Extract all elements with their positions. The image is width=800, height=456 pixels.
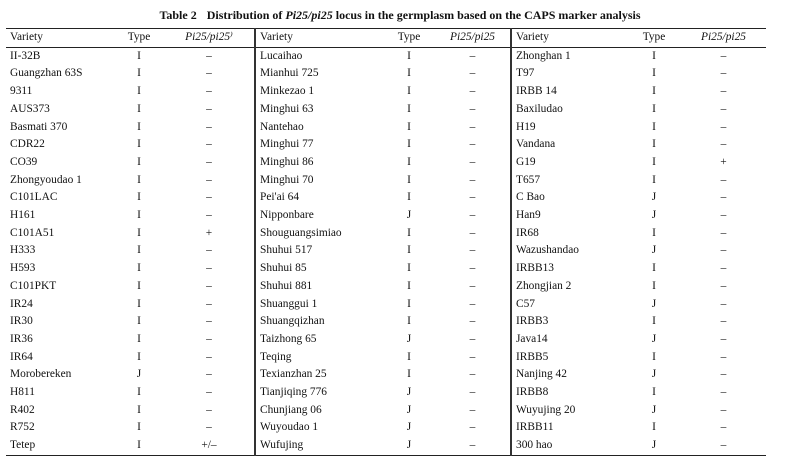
- variety-cell: Basmati 370: [10, 120, 68, 133]
- type-cell: I: [652, 85, 656, 98]
- type-cell: I: [137, 138, 141, 151]
- type-cell: J: [627, 437, 677, 455]
- genotype-cell: –: [720, 332, 727, 345]
- table-row: [6, 260, 766, 278]
- genotype-cell: –: [720, 386, 727, 399]
- table-row: [6, 366, 766, 384]
- type-cell: I: [137, 279, 141, 292]
- type-cell: I: [652, 386, 656, 399]
- type-cell: I: [407, 279, 411, 292]
- genotype-cell: +: [720, 155, 727, 168]
- type-cell: I: [137, 102, 141, 115]
- variety-cell: Vandana: [511, 136, 627, 154]
- genotype-cell: –: [720, 102, 727, 115]
- variety-cell: Wuyujing 20: [511, 402, 627, 420]
- variety-cell: IR68: [511, 225, 627, 243]
- genotype-cell: –: [720, 138, 727, 151]
- genotype-cell: –: [469, 85, 476, 98]
- type-cell: J: [136, 368, 142, 381]
- type-cell: I: [137, 67, 141, 80]
- type-cell: I: [137, 244, 141, 257]
- genotype-cell: –: [720, 173, 727, 186]
- header-variety: Variety: [6, 29, 114, 48]
- genotype-cell: –: [206, 67, 212, 80]
- variety-cell: H593: [10, 262, 36, 275]
- variety-cell: H19: [511, 119, 627, 137]
- variety-cell: Nanjing 42: [511, 366, 627, 384]
- genotype-cell: –: [206, 262, 212, 275]
- type-cell: I: [137, 421, 141, 434]
- genotype-cell: –: [469, 120, 476, 133]
- type-cell: I: [137, 350, 141, 363]
- type-cell: I: [652, 138, 656, 151]
- table-row: [6, 189, 766, 207]
- variety-cell: C101A51: [10, 226, 55, 239]
- type-cell: I: [652, 155, 656, 168]
- variety-cell: Morobereken: [10, 368, 72, 381]
- type-cell: I: [137, 297, 141, 310]
- table-row: [6, 313, 766, 331]
- type-cell: I: [407, 155, 411, 168]
- header-genotype: Pi25/pi25: [677, 29, 766, 48]
- variety-cell: R752: [10, 421, 35, 434]
- variety-cell: Shuhui 881: [255, 278, 383, 296]
- germplasm-table: [6, 28, 766, 456]
- variety-cell: IRBB13: [511, 260, 627, 278]
- type-cell: I: [137, 226, 141, 239]
- genotype-cell: –: [720, 209, 727, 222]
- variety-cell: IRBB11: [511, 419, 627, 437]
- variety-cell: C101PKT: [10, 279, 57, 292]
- table-row: [6, 136, 766, 154]
- type-cell: I: [407, 244, 411, 257]
- variety-cell: Shuangqizhan: [255, 313, 383, 331]
- genotype-cell: –: [206, 350, 212, 363]
- header-type: Type: [627, 29, 677, 48]
- variety-cell: R402: [10, 403, 35, 416]
- table-row: [6, 278, 766, 296]
- variety-cell: Wufujing: [255, 437, 383, 455]
- type-cell: I: [652, 421, 656, 434]
- variety-cell: Han9: [511, 207, 627, 225]
- variety-cell: Mianhui 725: [255, 65, 383, 83]
- genotype-cell: –: [469, 421, 476, 434]
- genotype-cell: –: [469, 297, 476, 310]
- genotype-cell: –: [469, 244, 476, 257]
- variety-cell: IR30: [10, 315, 33, 328]
- variety-cell: Minkezao 1: [255, 83, 383, 101]
- genotype-cell: –: [206, 155, 212, 168]
- variety-cell: IRBB5: [511, 349, 627, 367]
- genotype-cell: –: [206, 403, 212, 416]
- genotype-cell: –: [206, 49, 212, 62]
- genotype-cell: –: [206, 102, 212, 115]
- genotype-cell: –: [469, 49, 476, 62]
- genotype-cell: –: [431, 437, 511, 455]
- genotype-cell: –: [206, 332, 212, 345]
- table-row: [6, 154, 766, 172]
- table-number: Table 2: [159, 8, 197, 22]
- variety-cell: H161: [10, 209, 36, 222]
- genotype-cell: +: [205, 226, 213, 239]
- genotype-cell: –: [720, 120, 727, 133]
- header-variety: Variety: [511, 29, 627, 48]
- variety-cell: Texianzhan 25: [255, 366, 383, 384]
- genotype-cell: –: [720, 244, 727, 257]
- table-row: [6, 207, 766, 225]
- type-cell: J: [651, 297, 657, 310]
- type-cell: J: [406, 332, 412, 345]
- type-cell: I: [652, 102, 656, 115]
- genotype-cell: –: [720, 67, 727, 80]
- type-cell: I: [137, 85, 141, 98]
- type-cell: J: [651, 244, 657, 257]
- genotype-cell: –: [720, 49, 727, 62]
- type-cell: I: [407, 315, 411, 328]
- variety-cell: Taizhong 65: [255, 331, 383, 349]
- type-cell: I: [407, 226, 411, 239]
- variety-cell: H811: [10, 386, 35, 399]
- table-row: [6, 331, 766, 349]
- genotype-cell: –: [469, 332, 476, 345]
- genotype-cell: –: [720, 403, 727, 416]
- type-cell: J: [651, 368, 657, 381]
- type-cell: I: [652, 226, 656, 239]
- type-cell: I: [407, 350, 411, 363]
- table-row: [6, 384, 766, 402]
- type-cell: I: [407, 67, 411, 80]
- variety-cell: AUS373: [10, 102, 50, 115]
- genotype-cell: –: [469, 386, 476, 399]
- table-row: [6, 242, 766, 260]
- variety-cell: Tianjiqing 776: [255, 384, 383, 402]
- genotype-cell: –: [469, 102, 476, 115]
- table-row: [6, 47, 766, 65]
- variety-cell: Shouguangsimiao: [255, 225, 383, 243]
- genotype-cell: –: [469, 262, 476, 275]
- variety-cell: IRBB8: [511, 384, 627, 402]
- genotype-cell: –: [720, 262, 727, 275]
- table-row: [6, 101, 766, 119]
- variety-cell: 9311: [10, 85, 33, 98]
- type-cell: I: [407, 85, 411, 98]
- genotype-cell: –: [720, 350, 727, 363]
- type-cell: I: [652, 67, 656, 80]
- header-type: Type: [114, 29, 160, 48]
- type-cell: I: [407, 49, 411, 62]
- genotype-cell: –: [720, 368, 727, 381]
- variety-cell: C Bao: [511, 189, 627, 207]
- caption-text-after: locus in the germplasm based on the CAPS marker analysis: [332, 8, 641, 22]
- genotype-cell: –: [206, 244, 212, 257]
- variety-cell: Zhongjian 2: [511, 278, 627, 296]
- type-cell: J: [651, 332, 657, 345]
- genotype-cell: –: [206, 138, 212, 151]
- type-cell: I: [137, 386, 141, 399]
- table-row: [6, 83, 766, 101]
- type-cell: I: [137, 262, 141, 275]
- variety-cell: Minghui 77: [255, 136, 383, 154]
- genotype-cell: –: [469, 191, 476, 204]
- genotype-cell: –: [469, 368, 476, 381]
- genotype-cell: –: [720, 85, 727, 98]
- caption-gene: Pi25/pi25: [285, 8, 333, 22]
- variety-cell: H333: [10, 244, 36, 257]
- genotype-cell: –: [206, 173, 212, 186]
- type-cell: I: [137, 155, 141, 168]
- genotype-cell: –: [206, 368, 212, 381]
- variety-cell: Minghui 63: [255, 101, 383, 119]
- type-cell: I: [407, 102, 411, 115]
- variety-cell: IR64: [10, 350, 33, 363]
- genotype-cell: +/–: [160, 437, 255, 455]
- type-cell: I: [652, 49, 656, 62]
- genotype-cell: –: [720, 297, 727, 310]
- type-cell: I: [137, 403, 141, 416]
- variety-cell: IR36: [10, 332, 33, 345]
- variety-cell: Chunjiang 06: [255, 402, 383, 420]
- genotype-cell: –: [469, 173, 476, 186]
- type-cell: I: [652, 120, 656, 133]
- genotype-cell: –: [206, 209, 212, 222]
- variety-cell: IRBB 14: [511, 83, 627, 101]
- variety-cell: Pei'ai 64: [255, 189, 383, 207]
- variety-cell: Wuyoudao 1: [255, 419, 383, 437]
- type-cell: I: [407, 173, 411, 186]
- genotype-cell: –: [469, 155, 476, 168]
- variety-cell: IR24: [10, 297, 33, 310]
- variety-cell: CDR22: [10, 138, 45, 151]
- type-cell: I: [114, 437, 160, 455]
- table-row: [6, 65, 766, 83]
- genotype-cell: –: [206, 297, 212, 310]
- variety-cell: Nantehao: [255, 119, 383, 137]
- genotype-cell: –: [206, 279, 212, 292]
- type-cell: I: [137, 315, 141, 328]
- type-cell: I: [652, 262, 656, 275]
- genotype-cell: –: [677, 437, 766, 455]
- genotype-cell: –: [206, 421, 212, 434]
- type-cell: I: [137, 332, 141, 345]
- table-row: [6, 172, 766, 190]
- genotype-cell: –: [469, 226, 476, 239]
- variety-cell: C101LAC: [10, 191, 58, 204]
- type-cell: I: [137, 49, 141, 62]
- type-cell: I: [652, 350, 656, 363]
- variety-cell: Lucaihao: [255, 47, 383, 65]
- variety-cell: II-32B: [10, 49, 41, 62]
- variety-cell: Minghui 70: [255, 172, 383, 190]
- type-cell: J: [406, 386, 412, 399]
- header-variety: Variety: [255, 29, 383, 48]
- table-row: [6, 402, 766, 420]
- type-cell: I: [407, 138, 411, 151]
- table-row: [6, 119, 766, 137]
- variety-cell: T97: [511, 65, 627, 83]
- genotype-cell: –: [469, 279, 476, 292]
- variety-cell: Wazushandao: [511, 242, 627, 260]
- type-cell: I: [407, 368, 411, 381]
- variety-cell: Guangzhan 63S: [10, 67, 83, 80]
- genotype-cell: –: [469, 209, 476, 222]
- type-cell: J: [406, 403, 412, 416]
- type-cell: I: [652, 315, 656, 328]
- table-caption: [0, 8, 800, 23]
- variety-cell: Baxiludao: [511, 101, 627, 119]
- table-row: [6, 225, 766, 243]
- header-row: [6, 29, 766, 48]
- type-cell: J: [406, 421, 412, 434]
- variety-cell: 300 hao: [511, 437, 627, 455]
- type-cell: I: [137, 120, 141, 133]
- type-cell: I: [407, 191, 411, 204]
- table-row: [6, 437, 766, 455]
- variety-cell: Teqing: [255, 349, 383, 367]
- type-cell: J: [383, 437, 431, 455]
- genotype-cell: –: [469, 403, 476, 416]
- genotype-cell: –: [720, 315, 727, 328]
- variety-cell: Shuhui 85: [255, 260, 383, 278]
- genotype-cell: –: [720, 191, 727, 204]
- type-cell: I: [652, 279, 656, 292]
- variety-cell: Shuhui 517: [255, 242, 383, 260]
- table-row: [6, 296, 766, 314]
- variety-cell: Zhongyoudao 1: [10, 173, 82, 186]
- table-row: [6, 419, 766, 437]
- variety-cell: Nipponbare: [255, 207, 383, 225]
- variety-cell: Zhonghan 1: [511, 47, 627, 65]
- type-cell: J: [406, 209, 412, 222]
- type-cell: I: [407, 262, 411, 275]
- type-cell: I: [137, 191, 141, 204]
- type-cell: J: [651, 403, 657, 416]
- caption-text-before: Distribution of: [206, 8, 286, 22]
- type-cell: I: [137, 173, 141, 186]
- genotype-cell: –: [469, 67, 476, 80]
- genotype-cell: –: [720, 279, 727, 292]
- variety-cell: Minghui 86: [255, 154, 383, 172]
- table-row: [6, 349, 766, 367]
- genotype-cell: –: [469, 315, 476, 328]
- genotype-cell: –: [720, 421, 727, 434]
- header-genotype: Pi25/pi25: [431, 29, 511, 48]
- type-cell: J: [651, 191, 657, 204]
- variety-cell: CO39: [10, 155, 38, 168]
- genotype-cell: –: [206, 315, 212, 328]
- genotype-cell: –: [720, 226, 727, 239]
- genotype-cell: –: [469, 350, 476, 363]
- type-cell: I: [407, 120, 411, 133]
- variety-cell: G19: [511, 154, 627, 172]
- variety-cell: C57: [511, 296, 627, 314]
- genotype-cell: –: [206, 386, 212, 399]
- variety-cell: T657: [511, 172, 627, 190]
- type-cell: J: [651, 209, 657, 222]
- genotype-cell: –: [206, 120, 212, 133]
- type-cell: I: [407, 297, 411, 310]
- type-cell: I: [137, 209, 141, 222]
- header-type: Type: [383, 29, 431, 48]
- type-cell: I: [652, 173, 656, 186]
- variety-cell: Java14: [511, 331, 627, 349]
- genotype-cell: –: [469, 138, 476, 151]
- variety-cell: IRBB3: [511, 313, 627, 331]
- variety-cell: Tetep: [6, 437, 114, 455]
- header-genotype: Pi25/pi25⁾: [160, 29, 255, 48]
- genotype-cell: –: [206, 191, 212, 204]
- genotype-cell: –: [206, 85, 212, 98]
- variety-cell: Shuanggui 1: [255, 296, 383, 314]
